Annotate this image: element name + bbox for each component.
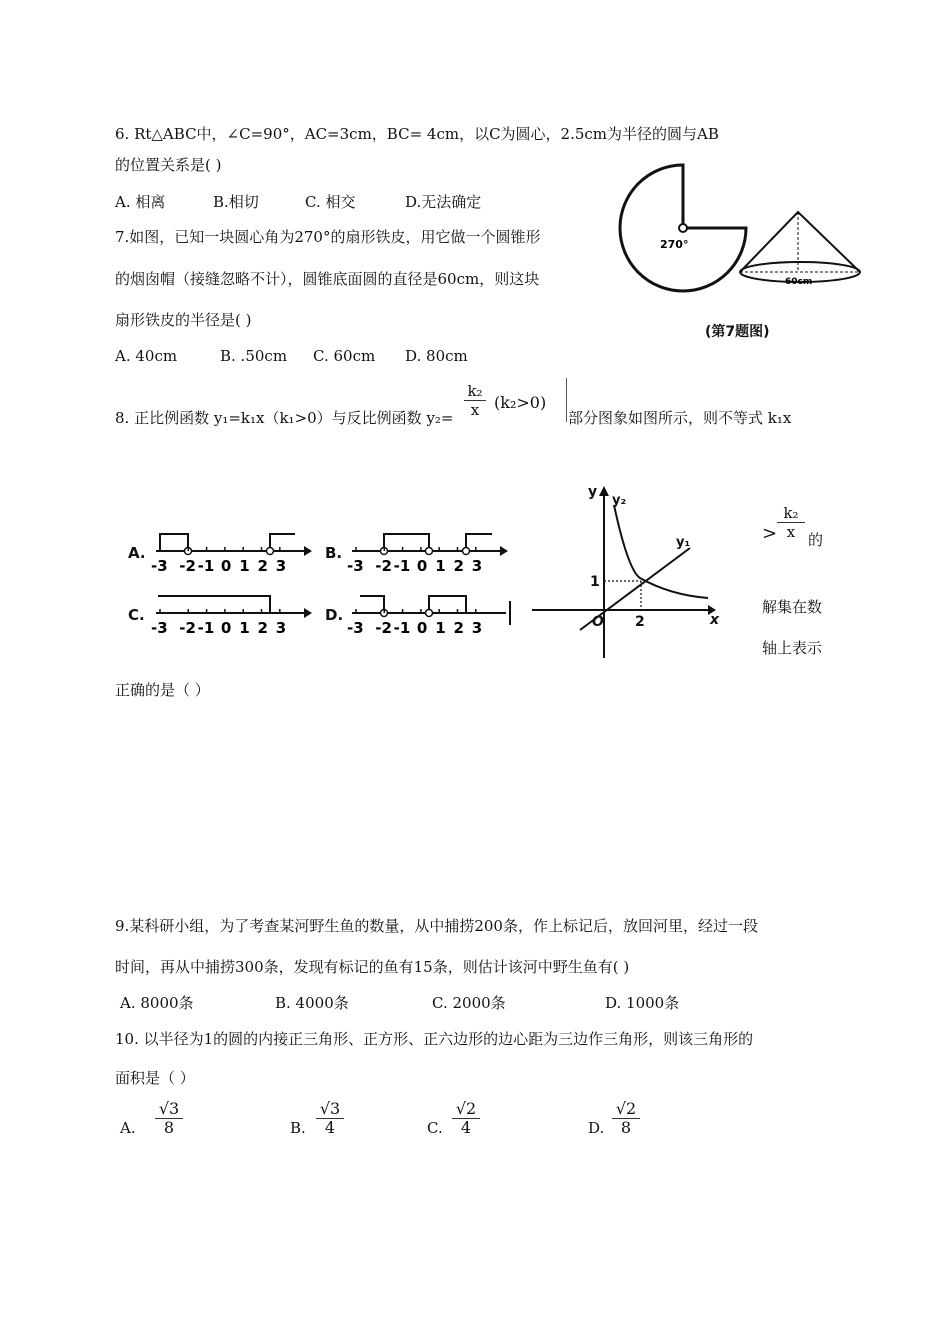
q10-option-d-label: D. [588, 1119, 605, 1137]
q10-option-b-frac [316, 1100, 344, 1137]
number-line-tick-label: -3 [151, 619, 168, 637]
q8-graph [530, 480, 720, 660]
q9-option-b: B. 4000条 [275, 994, 349, 1012]
graph-y-label: y [588, 484, 598, 500]
q10-b-den: 4 [316, 1118, 344, 1137]
q10-line2: 面积是（ ） [115, 1069, 195, 1087]
graph-y1-label: y₁ [676, 535, 691, 550]
q7-figure [620, 160, 900, 320]
q7-option-a: A. 40cm [115, 347, 178, 365]
q10-b-num: √3 [319, 1099, 341, 1118]
graph-y2-label: y₂ [612, 493, 627, 508]
q10-option-a-label: A. [120, 1119, 136, 1137]
q8-line1-a: 8. 正比例函数 y₁=k₁x（k₁>0）与反比例函数 y₂= [115, 409, 454, 427]
q8-number-lines [120, 525, 530, 640]
nl-label-d: D. [325, 606, 344, 624]
q6-option-d: D.无法确定 [405, 193, 482, 211]
q10-option-a-frac [155, 1100, 183, 1137]
q9-line2: 时间，再从中捕捞300条，发现有标记的鱼有15条，则估计该河中野生鱼有( ) [115, 958, 630, 976]
graph-tick-y1: 1 [590, 574, 600, 590]
q8-side-gt: > [762, 523, 778, 544]
q8-side-frac-den: x [777, 522, 805, 541]
q8-formula-border [566, 378, 567, 422]
q9-option-a: A. 8000条 [120, 994, 194, 1012]
number-line-tick-label: -1 [197, 619, 215, 637]
q7-line1: 7.如图，已知一块圆心角为270°的扇形铁皮，用它做一个圆锥形 [115, 228, 541, 246]
nl-label-c: C. [128, 606, 145, 624]
number-line-tick-label: -3 [347, 557, 364, 575]
q10-line1: 10. 以半径为1的圆的内接正三角形、正方形、正六边形的边心距为三边作三角形，则该三角形的 [115, 1030, 754, 1048]
number-line-a [156, 534, 312, 556]
q8-line1-b: 部分图象如图所示，则不等式 k₁x [568, 409, 792, 427]
number-line-tick-label: -1 [197, 557, 215, 575]
graph-tick-x2: 2 [635, 614, 645, 630]
q7-option-b: B. .50cm [220, 347, 288, 365]
number-line-tick-label: -2 [179, 557, 196, 575]
curve-y2 [614, 505, 708, 598]
nl-label-b: B. [325, 544, 343, 562]
number-line-tick-label: 3 [275, 557, 287, 575]
q8-side-line2: 解集在数 [762, 598, 823, 616]
q8-side-de: 的 [808, 531, 824, 549]
q10-option-d-frac [612, 1100, 640, 1137]
q10-option-c-label: C. [427, 1119, 443, 1137]
number-line-tick-label: 2 [257, 619, 268, 637]
q8-side-line3: 轴上表示 [762, 639, 823, 657]
number-line-tick-label: -3 [347, 619, 364, 637]
q9-line1: 9.某科研小组，为了考查某河野生鱼的数量，从中捕捞200条，作上标记后，放回河里，经过一段 [115, 917, 758, 935]
q8-fraction [464, 382, 486, 419]
q10-d-num: √2 [615, 1099, 637, 1118]
q10-c-num: √2 [455, 1099, 477, 1118]
nl-label-a: A. [128, 544, 146, 562]
q6-line2: 的位置关系是( ) [115, 156, 222, 174]
q6-option-b: B.相切 [213, 193, 259, 211]
number-line-tick-label: -1 [393, 557, 411, 575]
q8-side-fraction [777, 504, 805, 541]
number-line-b [352, 534, 508, 556]
number-line-tick-label: -2 [179, 619, 196, 637]
q7-line2: 的烟囱帽（接缝忽略不计），圆锥底面圆的直径是60cm，则这块 [115, 270, 540, 288]
q8-last-line: 正确的是（ ） [115, 681, 210, 699]
q10-d-den: 8 [612, 1118, 640, 1137]
q10-a-num: √3 [158, 1099, 180, 1118]
number-line-tick-label: 0 [416, 619, 428, 637]
number-line-tick-label: 3 [275, 619, 287, 637]
sector-angle-label: 270° [660, 238, 689, 251]
number-line-tick-label: 2 [257, 557, 268, 575]
number-line-tick-label: 1 [435, 557, 446, 575]
q6-line1: 6. Rt△ABC中，∠C=90°，AC=3cm，BC= 4cm，以C为圆心，2.5cm为半径的圆与AB [115, 125, 719, 143]
number-line-tick-label: 2 [453, 619, 464, 637]
q8-frac-num: k₂ [467, 382, 483, 400]
number-line-tick-label: -3 [151, 557, 168, 575]
q7-option-d: D. 80cm [405, 347, 468, 365]
number-line-c [156, 596, 312, 618]
q7-line3: 扇形铁皮的半径是( ) [115, 311, 252, 329]
q7-figure-caption: (第7题图) [705, 324, 770, 340]
q9-option-d: D. 1000条 [605, 994, 680, 1012]
number-line-tick-label: 2 [453, 557, 464, 575]
number-line-tick-label: 0 [220, 557, 232, 575]
q9-option-c: C. 2000条 [432, 994, 506, 1012]
number-line-tick-label: 3 [471, 557, 483, 575]
number-line-tick-label: 0 [416, 557, 428, 575]
number-line-tick-label: -1 [393, 619, 411, 637]
q8-frac-den: x [464, 400, 486, 419]
number-line-tick-label: -2 [375, 557, 392, 575]
number-line-tick-label: 1 [239, 619, 250, 637]
number-line-tick-label: -2 [375, 619, 392, 637]
q10-option-b-label: B. [290, 1119, 306, 1137]
q10-c-den: 4 [452, 1118, 480, 1137]
cone-diameter-label: 60cm [785, 277, 813, 287]
q7-option-c: C. 60cm [313, 347, 376, 365]
graph-x-label: x [710, 612, 720, 628]
q8-side-frac-num: k₂ [783, 504, 799, 522]
q6-option-c: C. 相交 [305, 193, 356, 211]
q8-condition: (k₂>0) [494, 393, 547, 412]
q6-option-a: A. 相离 [115, 193, 166, 211]
number-line-tick-label: 0 [220, 619, 232, 637]
number-line-tick-label: 3 [471, 619, 483, 637]
q10-option-c-frac [452, 1100, 480, 1137]
number-line-tick-label: 1 [435, 619, 446, 637]
q10-a-den: 8 [155, 1118, 183, 1137]
graph-origin-label: O [592, 614, 604, 630]
number-line-tick-label: 1 [239, 557, 250, 575]
